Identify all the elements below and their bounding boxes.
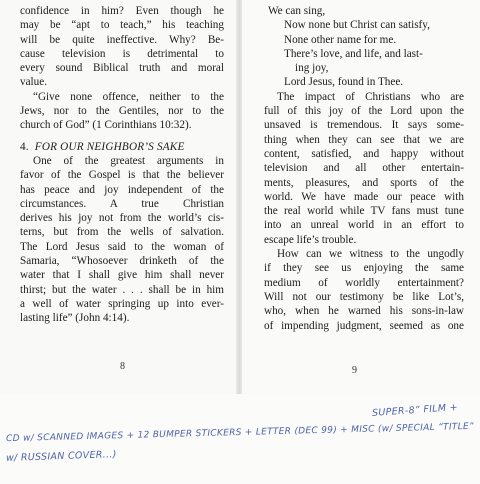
- poem-line: Lord Jesus, found in Thee.: [284, 76, 404, 89]
- text-line: One of the greatest arguments in: [33, 154, 224, 167]
- right-page-text: [264, 4, 464, 333]
- section-heading: [20, 140, 224, 154]
- text-line: confidence in him? Even though he: [20, 5, 224, 17]
- text-line: value.: [20, 76, 48, 89]
- text-line: church of God” (1 Corinthians 10:32).: [20, 119, 192, 132]
- text-line: Jews, nor to the Gentiles, nor to the: [20, 105, 224, 118]
- text-line: world. We have made our peace with: [264, 190, 464, 203]
- poem-line: Now none but Christ can satisfy,: [284, 19, 430, 32]
- section-number: 4.: [20, 140, 29, 153]
- text-line: circumstances. A true Christian: [20, 197, 224, 210]
- text-line: derives his joy not from the world’s cis-: [20, 212, 224, 225]
- text-line: escape life’s trouble.: [264, 233, 357, 246]
- text-line: unsaved is tremendous. It says some-: [264, 119, 464, 132]
- text-line: into an unreal world in an effort to: [264, 219, 464, 232]
- text-line: terns, but from the wells of salvation.: [20, 226, 224, 239]
- text-line: The Lord Jesus said to the woman of: [20, 240, 224, 253]
- poem-line: ing joy,: [295, 62, 329, 75]
- text-line: will be quite ineffective. Why? Be-: [20, 33, 224, 46]
- text-line: thing when they can see that we are: [264, 133, 464, 146]
- left-page: [0, 0, 238, 394]
- text-line: has peace and joy independent of the: [20, 183, 224, 196]
- text-line: The impact of Christians who are: [277, 90, 464, 103]
- text-line: television and all other entertain-: [264, 162, 464, 175]
- page-number: 9: [352, 365, 357, 376]
- handwritten-note: CD w/ SCANNED IMAGES + 12 BUMPER STICKERS + LETTER (DEC 99) + MISC (w/ SPECIAL “TITLE”: [5, 421, 475, 445]
- text-line: medium of worldly entertainment?: [264, 276, 464, 289]
- text-line: Samaria, “Whosoever drinketh of the: [20, 255, 224, 268]
- poem-line: There’s love, and life, and last-: [284, 47, 423, 60]
- section-title: FOR OUR NEIGHBOR’S SAKE: [34, 140, 185, 153]
- left-page-text: [20, 4, 224, 326]
- text-line: cause television is detrimental to: [20, 47, 224, 60]
- text-line: Will not our testimony be like Lot’s,: [264, 290, 464, 303]
- text-line: water that I shall give him shall never: [20, 269, 224, 282]
- text-line: may be “apt to teach,” his teaching: [20, 19, 224, 32]
- text-line: a well of water springing up into ever-: [20, 297, 224, 310]
- text-line: lasting life” (John 4:14).: [20, 312, 130, 325]
- text-line: of impending judgment, seemed as one: [264, 319, 464, 332]
- handwritten-note: SUPER-8” FILM +: [371, 402, 459, 419]
- text-line: ments, pleasures, and sports of the: [264, 176, 464, 189]
- text-line: the real world while TV fans must tune: [264, 205, 464, 218]
- text-line: How can we witness to the ungodly: [277, 248, 464, 261]
- text-line: if they see us enjoying the same: [264, 262, 464, 275]
- text-line: who, when he warned his sons-in-law: [264, 305, 464, 318]
- right-page: [242, 0, 480, 394]
- text-line: “Give none offence, neither to the: [33, 90, 224, 103]
- text-line: every sound Biblical truth and moral: [20, 62, 224, 75]
- poem-line: We can sing,: [268, 5, 326, 17]
- text-line: thirst; but the water . . . shall be in him: [20, 283, 224, 296]
- text-line: content, satisfied, and happy without: [264, 147, 464, 160]
- poem: [264, 4, 464, 90]
- poem-line: None other name for me.: [284, 33, 397, 46]
- text-line: full of this joy of the Lord upon the: [264, 105, 464, 118]
- handwritten-note: w/ RUSSIAN COVER...): [5, 449, 117, 464]
- text-line: favor of the Gospel is that the believer: [20, 169, 224, 182]
- page-number: 8: [120, 361, 125, 372]
